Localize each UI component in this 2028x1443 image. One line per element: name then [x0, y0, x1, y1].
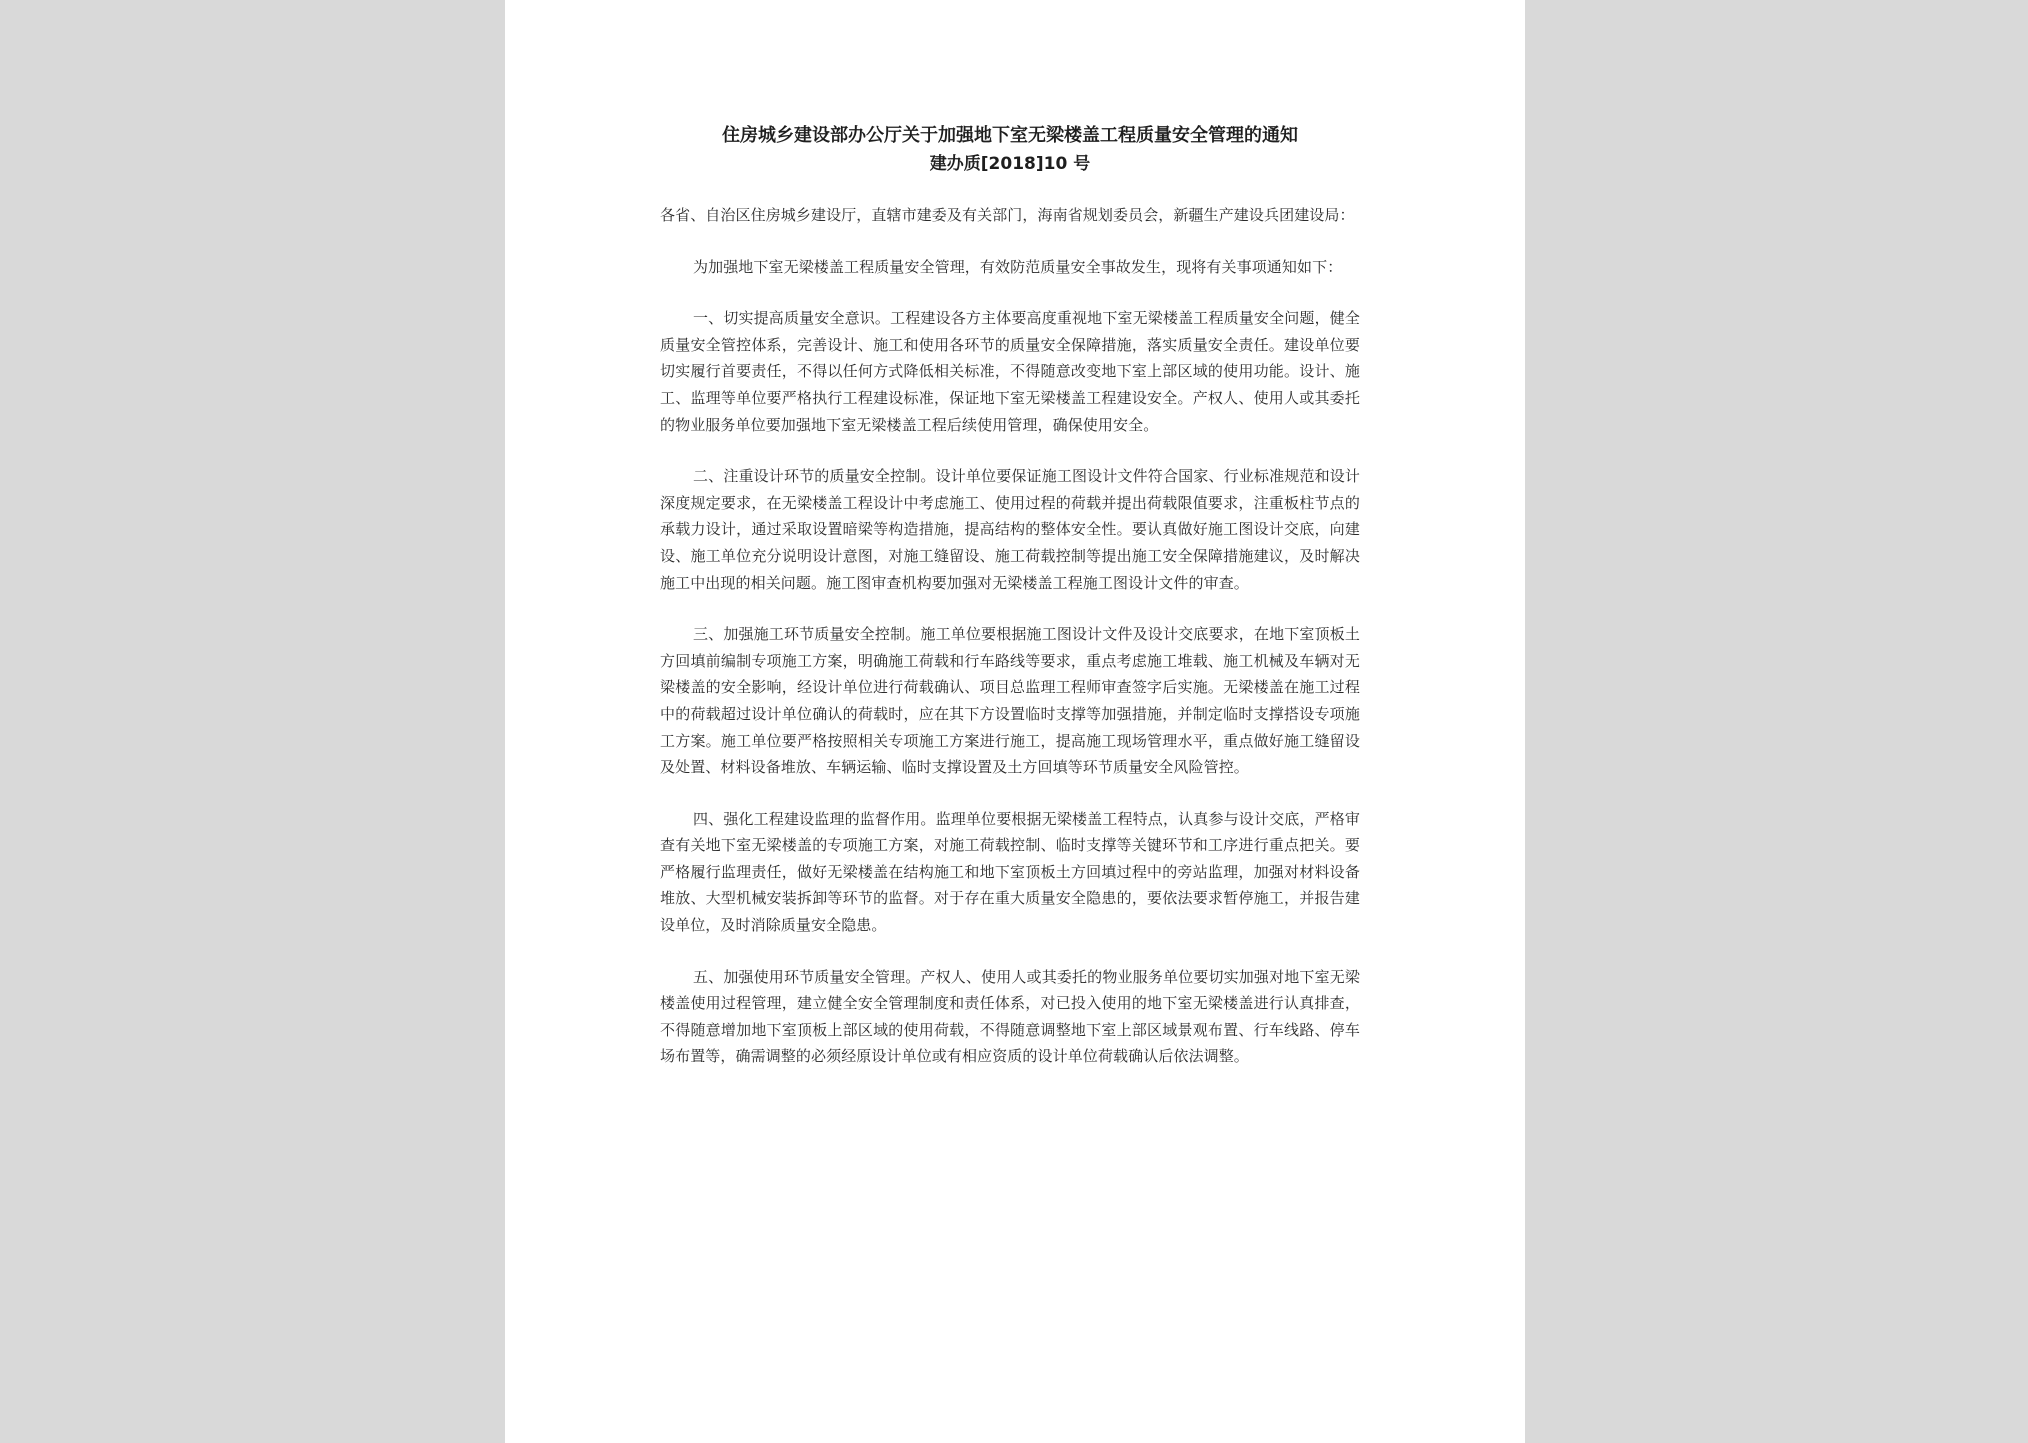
section-paragraph-4: 四、强化工程建设监理的监督作用。监理单位要根据无梁楼盖工程特点，认真参与设计交底，严格审查有关地下室无梁楼盖的专项施工方案，对施工荷载控制、临时支撑等关键环节和工序进行重点把关。要严格履行监理责任，做好无梁楼盖在结构施工和地下室顶板土方回填过程中的旁站监理，加强对材料设备堆放、大型机械安装拆卸等环节的监督。对于存在重大质量安全隐患的，要依法要求暂停施工，并报告建设单位，及时消除质量安全隐患。 [660, 809, 1360, 935]
section-paragraph-5: 五、加强使用环节质量安全管理。产权人、使用人或其委托的物业服务单位要切实加强对地下室无梁楼盖使用过程管理，建立健全安全管理制度和责任体系，对已投入使用的地下室无梁楼盖进行认真排查，不得随意增加地下室顶板上部区域的使用荷载，不得随意调整地下室上部区域景观布置、行车线路、停车场布置等，确需调整的必须经原设计单位或有相应资质的设计单位荷载确认后依法调整。 [660, 967, 1360, 1066]
section-paragraph-1: 一、切实提高质量安全意识。工程建设各方主体要高度重视地下室无梁楼盖工程质量安全问题，健全质量安全管控体系，完善设计、施工和使用各环节的质量安全保障措施，落实质量安全责任。建设单位要切实履行首要责任，不得以任何方式降低相关标准，不得随意改变地下室上部区域的使用功能。设计、施工、监理等单位要严格执行工程建设标准，保证地下室无梁楼盖工程建设安全。产权人、使用人或其委托的物业服务单位要加强地下室无梁楼盖工程后续使用管理，确保使用安全。 [660, 309, 1360, 434]
document-page [505, 0, 1525, 1443]
document-title: 住房城乡建设部办公厅关于加强地下室无梁楼盖工程质量安全管理的通知 [722, 125, 1298, 146]
section-paragraph-3: 三、加强施工环节质量安全控制。施工单位要根据施工图设计文件及设计交底要求，在地下室顶板土方回填前编制专项施工方案，明确施工荷载和行车路线等要求，重点考虑施工堆载、施工机械及车辆对无梁楼盖的安全影响，经设计单位进行荷载确认、项目总监理工程师审查签字后实施。无梁楼盖在施工过程中的荷载超过设计单位确认的荷载时，应在其下方设置临时支撑等加强措施，并制定临时支撑搭设专项施工方案。施工单位要严格按照相关专项施工方案进行施工，提高施工现场管理水平，重点做好施工缝留设及处置、材料设备堆放、车辆运输、临时支撑设置及土方回填等环节质量安全风险管控。 [660, 625, 1360, 777]
salutation-paragraph: 各省、自治区住房城乡建设厅，直辖市建委及有关部门，海南省规划委员会，新疆生产建设兵团建设局： [660, 206, 1355, 224]
intro-paragraph: 为加强地下室无梁楼盖工程质量安全管理，有效防范质量安全事故发生，现将有关事项通知如下： [693, 257, 1343, 276]
section-paragraph-2: 二、注重设计环节的质量安全控制。设计单位要保证施工图设计文件符合国家、行业标准规范和设计深度规定要求，在无梁楼盖工程设计中考虑施工、使用过程的荷载并提出荷载限值要求，注重板柱节点的承载力设计，通过采取设置暗梁等构造措施，提高结构的整体安全性。要认真做好施工图设计交底，向建设、施工单位充分说明设计意图，对施工缝留设、施工荷载控制等提出施工安全保障措施建议，及时解决施工中出现的相关问题。施工图审查机构要加强对无梁楼盖工程施工图设计文件的审查。 [660, 467, 1360, 592]
document-number: 建办质[2018]10 号 [929, 154, 1091, 174]
